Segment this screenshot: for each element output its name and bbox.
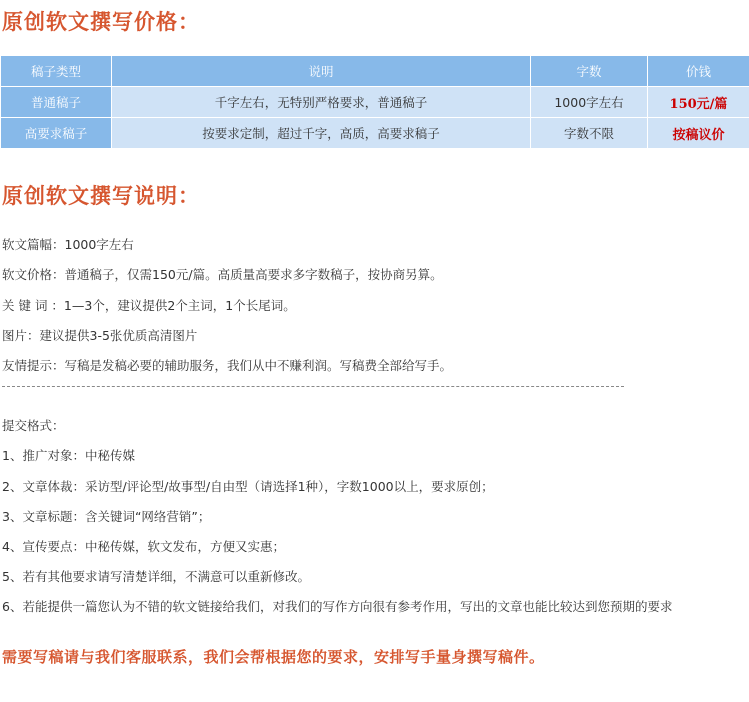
header-type: 稿子类型 [1,56,112,87]
cell-words: 字数不限 [531,118,648,149]
header-price: 价钱 [648,56,749,87]
header-desc: 说明 [112,56,531,87]
description-heading: 原创软文撰写说明： [2,183,200,208]
info-keywords: 关 键 词 ：1—3个，建议提供2个主词，1个长尾词。 [2,298,296,313]
info-length: 软文篇幅：1000字左右 [2,237,134,252]
cell-words: 1000字左右 [531,87,648,118]
info-images: 图片：建议提供3-5张优质高清图片 [2,328,198,343]
price-heading: 原创软文撰写价格： [2,9,200,34]
submit-title: 提交格式： [2,418,65,433]
dashed-divider [2,386,624,387]
list-item: 2、文章体裁：采访型/评论型/故事型/自由型（请选择1种），字数1000以上，要求原创； [2,479,494,494]
cell-type: 普通稿子 [1,87,112,118]
list-item: 5、若有其他要求请写清楚详细，不满意可以重新修改。 [2,569,310,584]
list-item: 3、文章标题：含关键词“网络营销”； [2,509,211,524]
list-item: 6、若能提供一篇您认为不错的软文链接给我们，对我们的写作方向很有参考作用，写出的文章也能比较达到您预期的要求 [2,599,673,614]
cell-type: 高要求稿子 [1,118,112,149]
table-header-row [1,56,749,87]
contact-footer: 需要写稿请与我们客服联系，我们会帮根据您的要求，安排写手量身撰写稿件。 [2,648,545,666]
list-item: 1、推广对象：中秘传媒 [2,448,135,463]
cell-desc: 千字左右，无特别严格要求，普通稿子 [112,87,531,118]
info-tip: 友情提示：写稿是发稿必要的辅助服务，我们从中不赚利润。写稿费全部给写手。 [2,358,453,373]
cell-price: 150元/篇 [648,87,749,118]
table-row [1,118,749,149]
header-words: 字数 [531,56,648,87]
list-item: 4、宣传要点：中秘传媒，软文发布，方便又实惠； [2,539,285,554]
info-price: 软文价格：普通稿子，仅需150元/篇。高质量高要求多字数稿子，按协商另算。 [2,267,443,282]
cell-desc: 按要求定制，超过千字，高质，高要求稿子 [112,118,531,149]
table-row [1,87,749,118]
price-table [0,55,749,149]
cell-price: 按稿议价 [648,118,749,149]
